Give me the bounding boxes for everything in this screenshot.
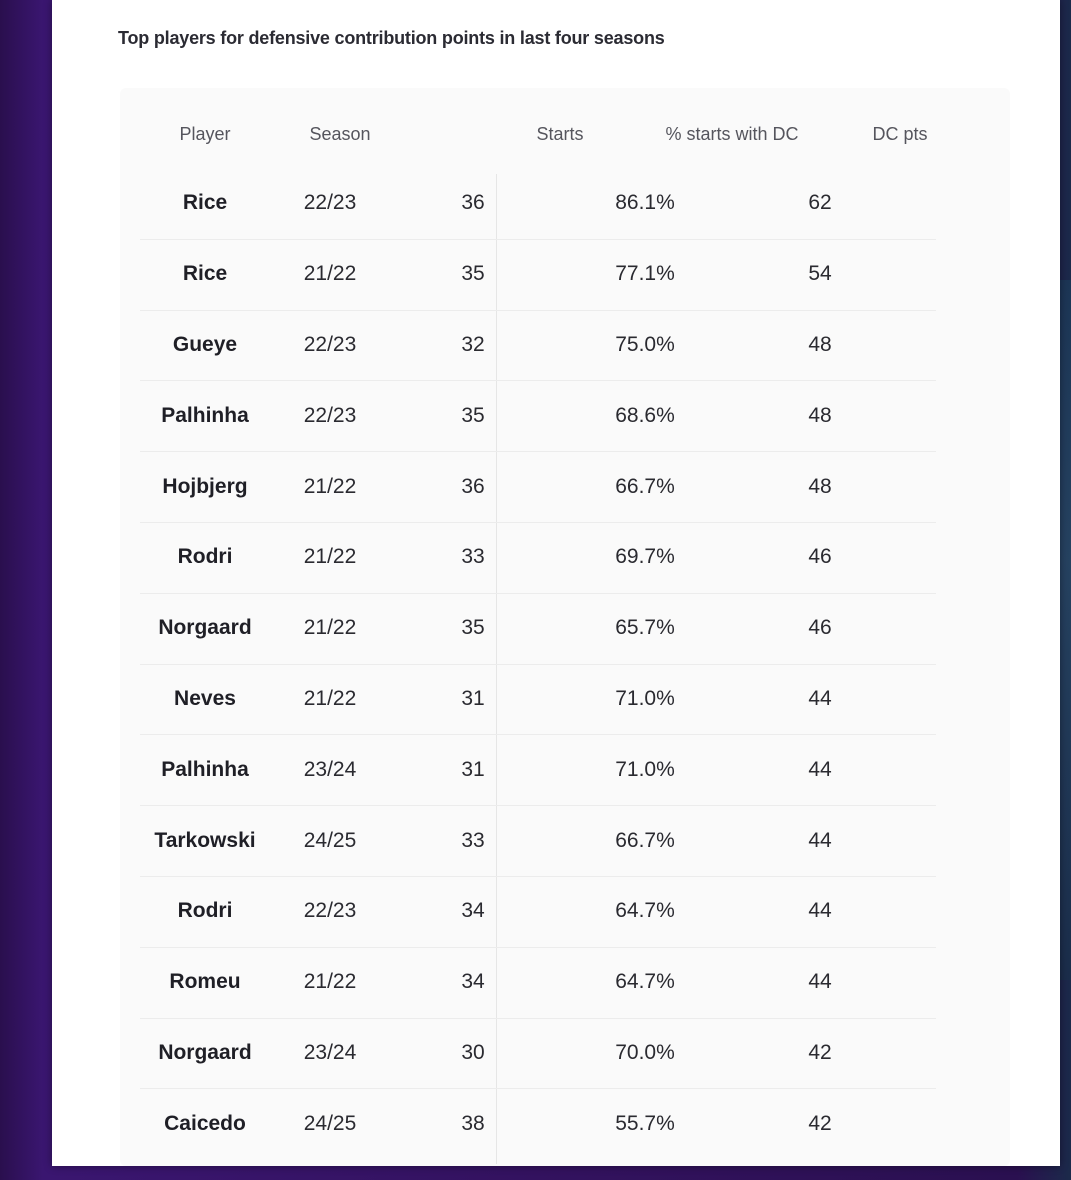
cell-player: Tarkowski xyxy=(154,828,256,852)
cell-dc-pts: 44 xyxy=(808,970,832,994)
cell-starts: 30 xyxy=(461,1040,485,1064)
cell-pct-starts-with-dc: 71.0% xyxy=(615,686,675,710)
cell-dc-pts: 42 xyxy=(808,1111,832,1135)
cell-season: 23/24 xyxy=(303,1040,357,1064)
header-player: Player xyxy=(179,124,231,144)
table-row xyxy=(140,1088,936,1159)
cell-starts: 38 xyxy=(461,1111,485,1135)
cell-pct-starts-with-dc: 71.0% xyxy=(615,757,675,781)
cell-starts: 36 xyxy=(461,191,485,215)
cell-starts: 34 xyxy=(461,970,485,994)
cell-starts: 31 xyxy=(461,686,485,710)
cell-pct-starts-with-dc: 75.0% xyxy=(615,332,675,356)
table-row xyxy=(140,239,936,311)
cell-starts: 32 xyxy=(461,332,485,356)
cell-player: Rice xyxy=(182,262,228,286)
cell-pct-starts-with-dc: 77.1% xyxy=(615,262,675,286)
table-header-row xyxy=(120,124,1010,150)
cell-dc-pts: 42 xyxy=(808,1040,832,1064)
cell-season: 24/25 xyxy=(303,828,357,852)
cell-starts: 34 xyxy=(461,899,485,923)
cell-player: Rodri xyxy=(177,545,233,569)
cell-player: Norgaard xyxy=(158,616,252,640)
cell-season: 21/22 xyxy=(303,262,357,286)
cell-dc-pts: 44 xyxy=(808,828,832,852)
cell-dc-pts: 44 xyxy=(808,757,832,781)
cell-player: Rice xyxy=(182,191,228,215)
cell-player: Rodri xyxy=(177,899,233,923)
header-season: Season xyxy=(309,124,371,144)
header-dc-pts: DC pts xyxy=(872,124,928,144)
cell-season: 24/25 xyxy=(303,1111,357,1135)
table-row xyxy=(140,380,936,452)
cell-pct-starts-with-dc: 66.7% xyxy=(615,474,675,498)
cell-season: 21/22 xyxy=(303,686,357,710)
table-row xyxy=(140,876,936,948)
cell-starts: 35 xyxy=(461,616,485,640)
table-title: Top players for defensive contribution points in last four seasons xyxy=(118,28,665,48)
cell-pct-starts-with-dc: 86.1% xyxy=(615,191,675,215)
cell-dc-pts: 62 xyxy=(808,191,832,215)
cell-player: Palhinha xyxy=(161,403,249,427)
header-pct-starts-with-dc: % starts with DC xyxy=(665,124,799,144)
cell-dc-pts: 46 xyxy=(808,545,832,569)
cell-player: Romeu xyxy=(169,970,241,994)
cell-dc-pts: 48 xyxy=(808,332,832,356)
cell-starts: 33 xyxy=(461,828,485,852)
table-row xyxy=(140,168,936,240)
cell-pct-starts-with-dc: 70.0% xyxy=(615,1040,675,1064)
table-row xyxy=(140,310,936,382)
cell-starts: 35 xyxy=(461,262,485,286)
cell-pct-starts-with-dc: 64.7% xyxy=(615,970,675,994)
cell-player: Gueye xyxy=(172,332,238,356)
cell-starts: 36 xyxy=(461,474,485,498)
cell-pct-starts-with-dc: 69.7% xyxy=(615,545,675,569)
table-row xyxy=(140,522,936,594)
cell-pct-starts-with-dc: 65.7% xyxy=(615,616,675,640)
cell-season: 22/23 xyxy=(303,899,357,923)
stats-table xyxy=(120,88,1010,1166)
cell-starts: 33 xyxy=(461,545,485,569)
cell-season: 22/23 xyxy=(303,191,357,215)
cell-dc-pts: 54 xyxy=(808,262,832,286)
cell-season: 22/23 xyxy=(303,403,357,427)
table-row xyxy=(140,734,936,806)
cell-dc-pts: 44 xyxy=(808,899,832,923)
cell-season: 21/22 xyxy=(303,616,357,640)
cell-pct-starts-with-dc: 64.7% xyxy=(615,899,675,923)
cell-season: 23/24 xyxy=(303,757,357,781)
cell-pct-starts-with-dc: 66.7% xyxy=(615,828,675,852)
table-row xyxy=(140,947,936,1019)
cell-season: 21/22 xyxy=(303,970,357,994)
table-row xyxy=(140,593,936,665)
content-card xyxy=(52,0,1060,1166)
cell-dc-pts: 48 xyxy=(808,474,832,498)
cell-season: 22/23 xyxy=(303,332,357,356)
cell-starts: 35 xyxy=(461,403,485,427)
cell-player: Hojbjerg xyxy=(162,474,248,498)
cell-season: 21/22 xyxy=(303,474,357,498)
cell-player: Caicedo xyxy=(164,1111,246,1135)
table-row xyxy=(140,664,936,736)
cell-dc-pts: 48 xyxy=(808,403,832,427)
cell-player: Norgaard xyxy=(158,1040,252,1064)
cell-pct-starts-with-dc: 55.7% xyxy=(615,1111,675,1135)
cell-player: Neves xyxy=(174,686,236,710)
table-row xyxy=(140,451,936,523)
cell-dc-pts: 46 xyxy=(808,616,832,640)
cell-player: Palhinha xyxy=(161,757,249,781)
table-row xyxy=(140,1018,936,1090)
cell-season: 21/22 xyxy=(303,545,357,569)
header-starts: Starts xyxy=(536,124,584,144)
cell-pct-starts-with-dc: 68.6% xyxy=(615,403,675,427)
cell-starts: 31 xyxy=(461,757,485,781)
table-row xyxy=(140,805,936,877)
cell-dc-pts: 44 xyxy=(808,686,832,710)
